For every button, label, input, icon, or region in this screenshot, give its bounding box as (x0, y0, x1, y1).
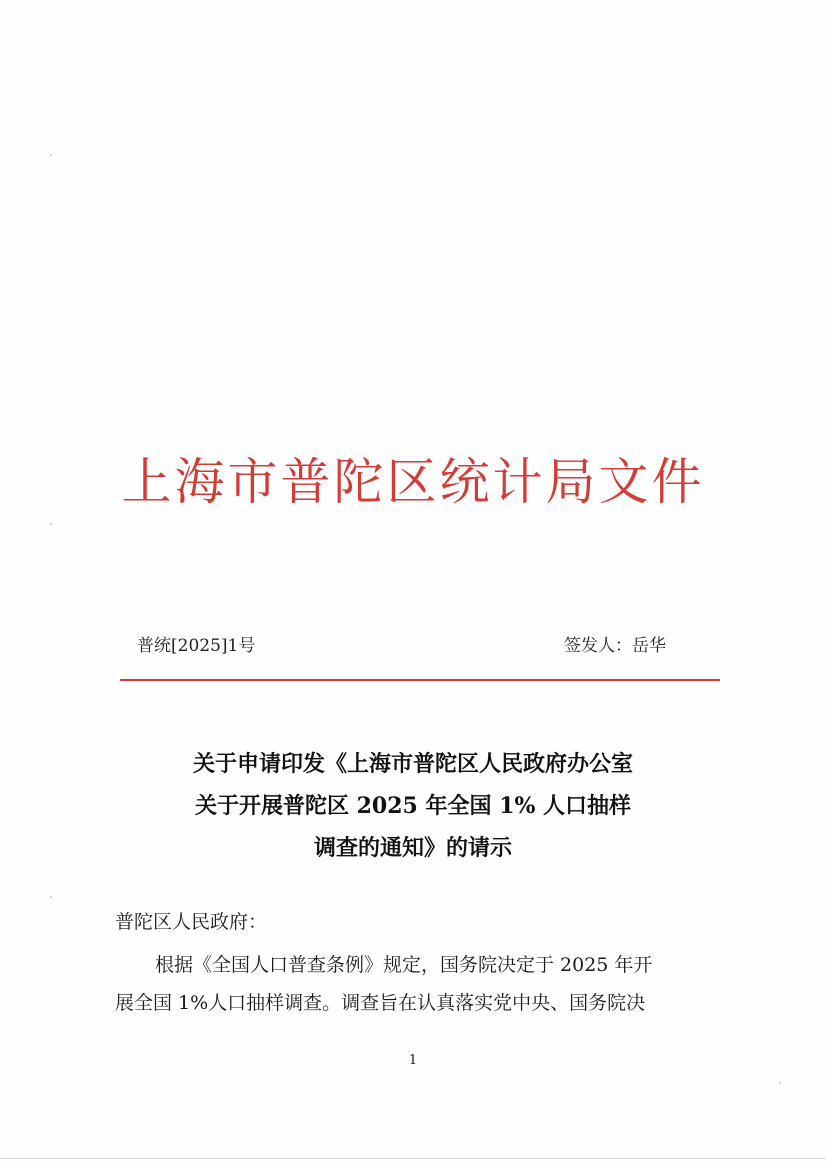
masthead-title: 上海市普陀区统计局文件 (121, 453, 705, 511)
page-number: 1 (408, 1053, 418, 1068)
scan-speck (50, 154, 52, 156)
title-line: 关于开展普陀区 2025 年全国 1% 人口抽样 (194, 793, 632, 819)
scan-speck (50, 896, 52, 898)
title-line: 调查的通知》的请示 (313, 835, 512, 861)
document-title (0, 743, 826, 869)
body-line: 展全国 1%人口抽样调查。调查旨在认真落实党中央、国务院决 (115, 992, 646, 1014)
scan-edge-line (0, 1158, 826, 1159)
scan-speck (779, 1082, 781, 1084)
signer-line: 签发人：岳华 (564, 636, 666, 656)
scan-speck (50, 523, 52, 525)
red-separator-line (120, 679, 720, 681)
title-line: 关于申请印发《上海市普陀区人民政府办公室 (192, 751, 633, 777)
body-paragraph (115, 946, 729, 1022)
body-line: 根据《全国人口普查条例》规定，国务院决定于 2025 年开 (155, 954, 653, 976)
document-number: 普统[2025]1号 (137, 636, 256, 656)
salutation: 普陀区人民政府： (115, 911, 268, 933)
